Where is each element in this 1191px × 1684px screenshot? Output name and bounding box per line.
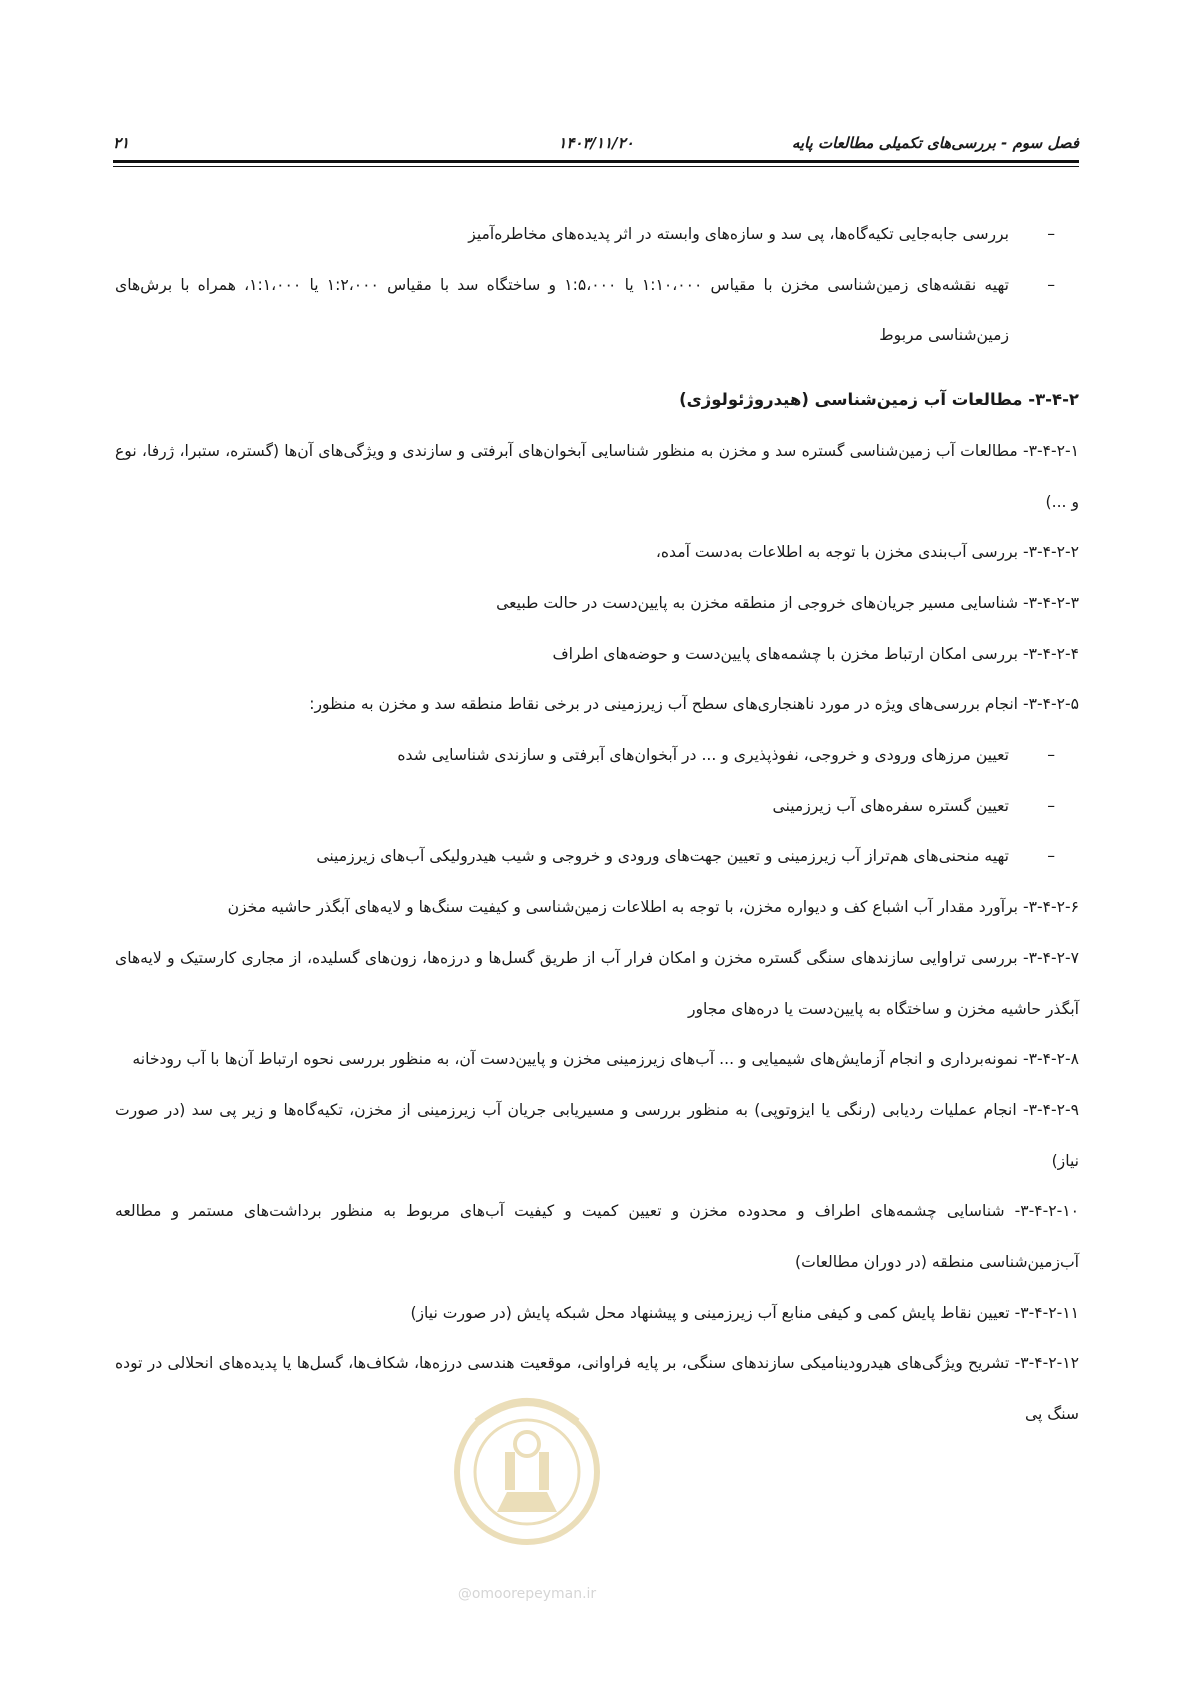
bullet-dash: – [1047,746,1055,765]
page-number: ۲۱ [113,134,130,152]
bullet-dash: – [1047,275,1055,294]
watermark-url: @omoorepeyman.ir [457,1586,597,1602]
sub-bullet: – تعیین مرزهای ورودی و خروجی، نفوذپذیری و ... در آبخوان‌های آبرفتی و سازندی شناسایی شده [115,730,1055,781]
numbered-item: ۳-۴-۲-۹- انجام عملیات ردیابی (رنگی یا ایزوتوپی) به منظور بررسی و مسیریابی جریان آب زیرزمینی از مخزن، تکیه‌گاه‌ها و زیر پی سد (در صورت نیاز) [115,1100,1079,1170]
document-body [115,209,1079,1440]
numbered-item: ۳-۴-۲-۱۱- تعیین نقاط پایش کمی و کیفی منابع آب زیرزمینی و پیشنهاد محل شبکه پایش (در صورت نیاز) [410,1303,1079,1322]
numbered-item: ۳-۴-۲-۱۰- شناسایی چشمه‌های اطراف و محدوده مخزن و تعیین کمیت و کیفیت آب‌های مربوط به منظور برداشت‌های مستمر و مطالعه آب‌زمین‌شناسی منطقه (در دوران مطالعات) [115,1202,1079,1272]
section-heading: ۳-۴-۲- مطالعات آب زمین‌شناسی (هیدروژئولوژی) [679,390,1079,410]
page-header [113,128,1079,156]
header-date: ۱۴۰۳/۱۱/۲۰ [558,134,634,152]
numbered-item: ۳-۴-۲-۲- بررسی آب‌بندی مخزن با توجه به اطلاعات به‌دست آمده، [655,543,1079,562]
numbered-item: ۳-۴-۲-۷- بررسی تراوایی سازندهای سنگی گستره مخزن و امکان فرار آب از طریق گسل‌ها و درزه‌ها، زون‌های گسلیده، از مجاری کارستیک و لایه‌های آبگذر حاشیه مخزن و ساختگاه به پایین‌دست یا دره‌های مجاور [115,948,1079,1018]
bullet-dash: – [1047,847,1055,866]
header-rule-thick [113,160,1079,163]
sub-bullet: – تعیین گستره سفره‌های آب زیرزمینی [115,781,1055,832]
numbered-item: ۳-۴-۲-۸- نمونه‌برداری و انجام آزمایش‌های شیمیایی و ... آب‌های زیرزمینی مخزن و پایین‌دست آن، به منظور بررسی نحوه ارتباط آن‌ها با آب رودخانه [132,1050,1079,1069]
numbered-item: ۳-۴-۲-۳- شناسایی مسیر جریان‌های خروجی از منطقه مخزن به پایین‌دست در حالت طبیعی [496,593,1079,612]
intro-bullet: – تهیه نقشه‌های زمین‌شناسی مخزن با مقیاس ۱:۱۰،۰۰۰ یا ۱:۵،۰۰۰ و ساختگاه سد با مقیاس ۱:۲،۰۰۰ یا ۱:۱،۰۰۰، همراه با برش‌های زمین‌شناسی مربوط [115,260,1055,361]
bullet-dash: – [1047,225,1055,243]
chapter-title: فصل سوم - بررسی‌های تکمیلی مطالعات پایه [791,134,1079,152]
numbered-item: ۳-۴-۲-۱۲- تشریح ویژگی‌های هیدرودینامیکی سازندهای سنگی، بر پایه فراوانی، موقعیت هندسی درزه‌ها، شکاف‌ها، گسل‌ها یا پدیده‌های انحلالی در توده سنگ پی [115,1354,1079,1424]
numbered-item: ۳-۴-۲-۶- برآورد مقدار آب اشباع کف و دیواره مخزن، با توجه به اطلاعات زمین‌شناسی و کیفیت سنگ‌ها و لایه‌های آبگذر حاشیه مخزن [227,898,1079,917]
bullet-dash: – [1047,796,1055,815]
numbered-item: ۳-۴-۲-۵- انجام بررسی‌های ویژه در مورد ناهنجاری‌های سطح آب زیرزمینی در برخی نقاط منطقه سد و مخزن به منظور: [309,695,1079,714]
header-rule-thin [113,166,1079,167]
sub-bullet: – تهیه منحنی‌های هم‌تراز آب زیرزمینی و تعیین جهت‌های ورودی و خروجی و شیب هیدرولیکی آب‌های زیرزمینی [115,831,1055,882]
numbered-item: ۳-۴-۲-۴- بررسی امکان ارتباط مخزن با چشمه‌های پایین‌دست و حوضه‌های اطراف [552,644,1079,663]
intro-bullet: – بررسی جابه‌جایی تکیه‌گاه‌ها، پی سد و سازه‌های وابسته در اثر پدیده‌های مخاطره‌آمیز [115,209,1055,260]
numbered-item: ۳-۴-۲-۱- مطالعات آب زمین‌شناسی گستره سد و مخزن به منظور شناسایی آبخوان‌های آبرفتی و سازندی و ویژگی‌های آن‌ها (گستره، ستبرا، ژرفا، نوع و ...) [115,441,1079,511]
